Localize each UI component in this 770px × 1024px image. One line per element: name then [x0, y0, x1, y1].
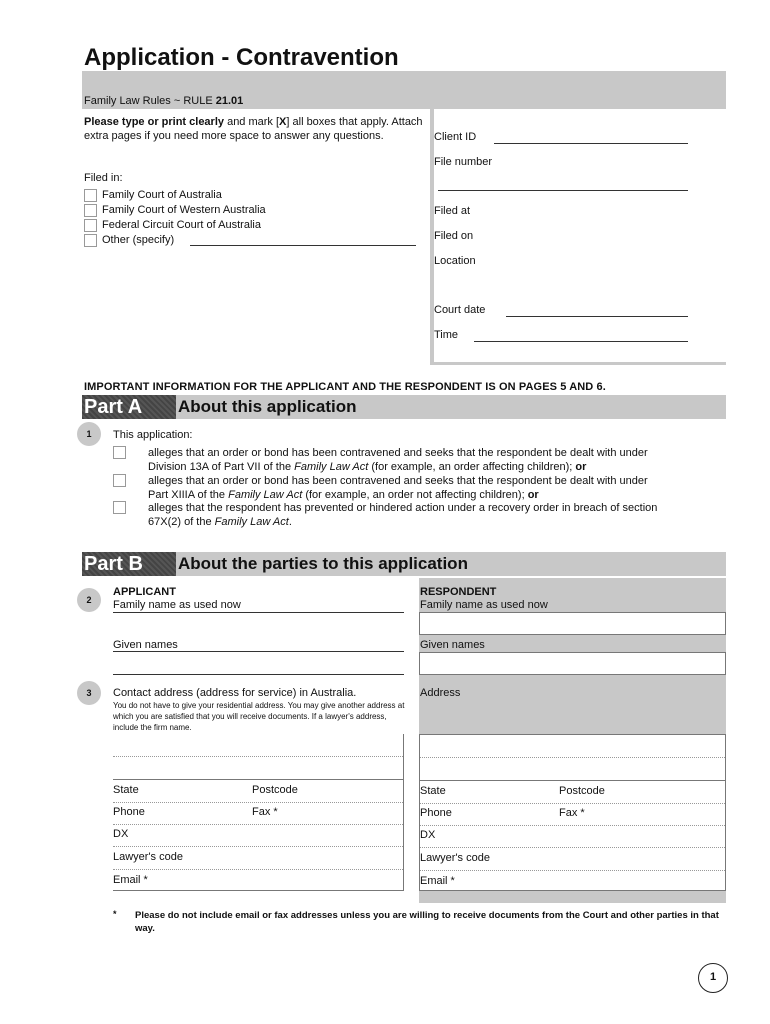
applicant-email-label: Email * [113, 874, 148, 886]
part-b-header [82, 552, 726, 576]
respondent-address-label: Address [420, 687, 461, 699]
option-family-court-wa: Family Court of Western Australia [102, 204, 266, 216]
resp-dx-row [420, 847, 725, 848]
time-field[interactable] [474, 341, 688, 342]
checkbox-part-xiiia[interactable] [113, 474, 126, 487]
option-part-xiiia [148, 474, 748, 502]
part-a-header [82, 395, 726, 419]
court-date-label: Court date [434, 304, 486, 316]
court-date-field[interactable] [506, 316, 688, 317]
option-2-line-1: alleges that an order or bond has been contravened and seeks that the respondent be dealt with under [148, 475, 648, 487]
rule-reference [84, 95, 243, 107]
checkbox-recovery-order[interactable] [113, 501, 126, 514]
question-1-text: This application: [113, 429, 193, 441]
client-id-label: Client ID [434, 131, 477, 143]
dx-row [113, 846, 403, 847]
respondent-family-name-field[interactable] [419, 612, 726, 635]
instructions-text-b: ] all boxes that apply. Attach extra pages if you need more space to answer any questions. [84, 116, 423, 142]
state-row [113, 802, 403, 803]
option-family-court: Family Court of Australia [102, 189, 222, 201]
part-b-title: About the parties to this application [178, 554, 468, 573]
resp-address-line-2 [420, 780, 725, 781]
applicant-phone-label: Phone [113, 806, 145, 818]
option-2-line-2 [148, 488, 748, 502]
respondent-family-name-label: Family name as used now [420, 599, 548, 611]
checkbox-family-court-wa[interactable] [84, 204, 97, 217]
address-line-1 [113, 756, 403, 757]
contact-address-note: You do not have to give your residential address. You may give another address at which you are satisfied that you will receive documents. If a lawyer's address, include the firm name. [113, 701, 405, 732]
applicant-dx-label: DX [113, 828, 129, 840]
option-2-example: (for example, an order not affecting children); [302, 489, 528, 501]
applicant-address-box[interactable] [113, 734, 404, 891]
applicant-state-label: State [113, 784, 139, 796]
lawyer-row [113, 869, 403, 870]
option-1-example: (for example, an order affecting children); [368, 461, 576, 473]
address-line-2 [113, 779, 403, 780]
resp-address-line-1 [420, 757, 725, 758]
rule-prefix: Family Law Rules ~ RULE [84, 95, 216, 107]
option-3-line-1: alleges that the respondent has prevented or hindered action under a recovery order in breach of section [148, 502, 658, 514]
respondent-given-names-label: Given names [420, 639, 485, 651]
resp-phone-row [420, 825, 725, 826]
time-label: Time [434, 329, 459, 341]
option-other: Other (specify) [102, 234, 175, 246]
option-federal-circuit: Federal Circuit Court of Australia [102, 219, 261, 231]
option-recovery-order [148, 501, 748, 529]
option-1-act: Family Law Act [294, 461, 369, 473]
respondent-postcode-label: Postcode [559, 785, 605, 797]
email-fax-note: Please do not include email or fax addresses unless you are willing to receive documents from the Court and other parties in that way. [135, 910, 719, 934]
note-asterisk: * [113, 909, 117, 919]
respondent-given-names-field[interactable] [419, 652, 726, 675]
important-notice: IMPORTANT INFORMATION FOR THE APPLICANT AND THE RESPONDENT IS ON PAGES 5 AND 6. [84, 381, 606, 393]
file-number-field[interactable] [438, 190, 688, 191]
option-3-end: . [288, 516, 292, 528]
rule-number: 21.01 [215, 95, 244, 107]
respondent-state-label: State [420, 785, 446, 797]
question-number-1: 1 [77, 422, 101, 446]
respondent-lawyers-code-label: Lawyer's code [420, 852, 490, 864]
contact-address-label: Contact address (address for service) in Australia. [113, 687, 357, 699]
location-label: Location [434, 255, 476, 267]
option-3-text: 67X(2) of the [148, 516, 215, 528]
option-1-line-1: alleges that an order or bond has been contravened and seeks that the respondent be dealt with under [148, 447, 648, 459]
applicant-postcode-label: Postcode [252, 784, 298, 796]
office-panel-bottom [430, 362, 726, 365]
applicant-family-name-label: Family name as used now [113, 599, 241, 611]
option-3-line-2 [148, 515, 748, 529]
applicant-family-name-field[interactable] [113, 612, 404, 613]
file-number-label: File number [434, 156, 493, 168]
respondent-address-box[interactable] [419, 734, 726, 891]
question-number-3: 3 [77, 681, 101, 705]
checkbox-other[interactable] [84, 234, 97, 247]
resp-state-row [420, 803, 725, 804]
option-division-13a [148, 446, 748, 474]
instructions-bold: Please type or print clearly [84, 116, 225, 128]
option-2-text: Part XIIIA of the [148, 489, 229, 501]
option-1-or: or [575, 461, 587, 473]
resp-lawyer-row [420, 870, 725, 871]
filed-at-label: Filed at [434, 205, 471, 217]
respondent-email-label: Email * [420, 875, 455, 887]
phone-row [113, 824, 403, 825]
filed-in-label: Filed in: [84, 172, 123, 184]
respondent-heading: RESPONDENT [420, 586, 497, 598]
page-title: Application - Contravention [84, 44, 399, 71]
option-2-or: or [527, 489, 539, 501]
instructions-x: X [279, 116, 287, 128]
filed-on-label: Filed on [434, 230, 474, 242]
respondent-phone-label: Phone [420, 807, 452, 819]
option-1-line-2 [148, 460, 748, 474]
option-3-act: Family Law Act [214, 516, 289, 528]
applicant-lawyers-code-label: Lawyer's code [113, 851, 183, 863]
question-number-2: 2 [77, 588, 101, 612]
part-b-label: Part B [82, 552, 176, 576]
checkbox-division-13a[interactable] [113, 446, 126, 459]
applicant-given-names-field-2[interactable] [113, 674, 404, 675]
applicant-given-names-label: Given names [113, 639, 178, 651]
option-1-text: Division 13A of Part VII of the [148, 461, 295, 473]
part-a-label: Part A [82, 395, 176, 419]
checkbox-federal-circuit[interactable] [84, 219, 97, 232]
instructions [84, 115, 430, 143]
respondent-dx-label: DX [420, 829, 436, 841]
option-2-act: Family Law Act [228, 489, 303, 501]
applicant-heading: APPLICANT [113, 586, 176, 598]
page-number: 1 [698, 963, 728, 993]
respondent-fax-label: Fax * [559, 807, 585, 819]
applicant-given-names-field[interactable] [113, 651, 404, 652]
applicant-fax-label: Fax * [252, 806, 278, 818]
part-a-title: About this application [178, 397, 357, 416]
instructions-text-a: and mark [ [224, 116, 280, 128]
client-id-field[interactable] [494, 143, 688, 144]
other-specify-field[interactable] [190, 245, 416, 246]
checkbox-family-court[interactable] [84, 189, 97, 202]
